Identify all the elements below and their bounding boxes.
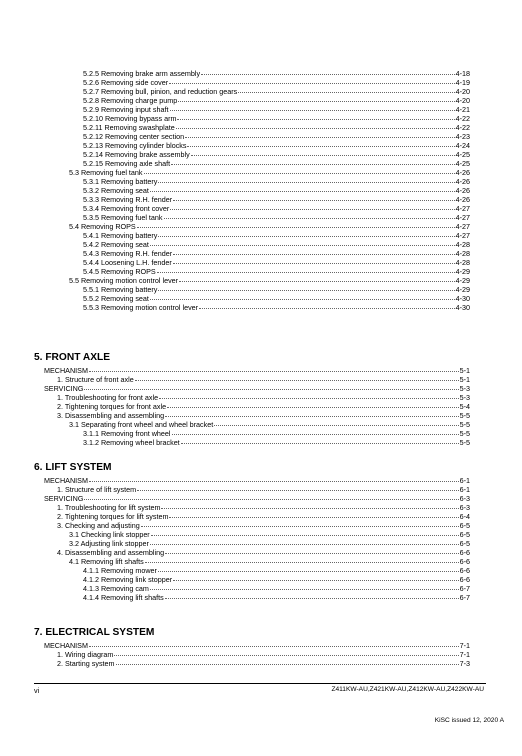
toc-entry-title: 2. Starting system (57, 659, 115, 668)
toc-entry-title: 5.2.6 Removing side cover (83, 78, 169, 87)
dot-leader (169, 77, 455, 84)
dot-leader (170, 203, 454, 210)
toc-entry-page: 4-28 (455, 258, 470, 267)
toc-entry-title: 4.1.1 Removing mower (83, 566, 157, 575)
toc-entry-title: 5.5 Removing motion control lever (69, 276, 179, 285)
toc-entry-title: MECHANISM (44, 641, 88, 650)
toc-entry-title: 1. Troubleshooting for lift system (57, 503, 161, 512)
toc-entry-page: 4-29 (455, 276, 470, 285)
toc-entry-page: 4-22 (455, 114, 470, 123)
toc-entry-page: 6-6 (459, 575, 470, 584)
dot-leader (151, 529, 459, 536)
dot-leader (178, 95, 454, 102)
dot-leader (238, 86, 454, 93)
toc-entry-page: 6-5 (459, 521, 470, 530)
toc-entry-page: 6-5 (459, 539, 470, 548)
toc-entry-page: 4-22 (455, 123, 470, 132)
dot-leader (150, 538, 459, 545)
toc-entry-title: 5.2.12 Removing center section (83, 132, 185, 141)
toc-entry-title: 4.1.4 Removing lift shafts (83, 593, 164, 602)
toc-entry-title: 1. Wiring diagram (57, 650, 114, 659)
footer-model-list: Z411KW-AU,Z421KW-AU,Z412KW-AU,Z422KW-AU (331, 686, 484, 693)
toc-entry-page: 4-20 (455, 96, 470, 105)
toc-entry-title: 1. Troubleshooting for front axle (57, 393, 159, 402)
dot-leader (187, 140, 454, 147)
dot-leader (144, 167, 455, 174)
toc-entry[interactable] (0, 303, 522, 312)
toc-entry-title: 4.1 Removing lift shafts (69, 557, 144, 566)
toc-entry-page: 4-25 (455, 150, 470, 159)
toc-entry-title: 5.2.5 Removing brake arm assembly (83, 69, 201, 78)
toc-entry-page: 4-28 (455, 249, 470, 258)
toc-entry-page: 4-24 (455, 141, 470, 150)
toc-entry-title: 3.1 Checking link stopper (69, 530, 150, 539)
toc-entry-title: 4.1.2 Removing link stopper (83, 575, 173, 584)
toc-entry[interactable] (0, 438, 522, 447)
dot-leader (89, 475, 459, 482)
toc-entry-page: 6-7 (459, 584, 470, 593)
dot-leader (150, 293, 455, 300)
toc-entry-page: 4-27 (455, 231, 470, 240)
toc-entry-page: 5-4 (459, 402, 470, 411)
toc-entry-page: 6-7 (459, 593, 470, 602)
toc-entry-page: 5-3 (459, 384, 470, 393)
toc-entry-page: 4-29 (455, 267, 470, 276)
toc-entry-page: 6-6 (459, 566, 470, 575)
toc-entry-page: 6-1 (459, 485, 470, 494)
toc-entry-page: 4-19 (455, 78, 470, 87)
dot-leader (167, 401, 459, 408)
dot-leader (179, 275, 455, 282)
toc-entry-title: SERVICING (44, 384, 84, 393)
toc-entry-page: 4-20 (455, 87, 470, 96)
dot-leader (158, 230, 454, 237)
dot-leader (172, 428, 459, 435)
dot-leader (116, 658, 459, 665)
toc-entry-page: 4-30 (455, 303, 470, 312)
toc-entry-page: 4-29 (455, 285, 470, 294)
dot-leader (158, 284, 454, 291)
toc-entry-page: 4-26 (455, 195, 470, 204)
toc-entry-page: 4-27 (455, 213, 470, 222)
toc-entry-title: 5.4.5 Removing ROPS (83, 267, 156, 276)
dot-leader (185, 131, 455, 138)
toc-entry-title: 5.4.3 Removing R.H. fender (83, 249, 173, 258)
dot-leader (150, 583, 459, 590)
toc-entry-page: 7-1 (459, 641, 470, 650)
toc-entry-page: 4-28 (455, 240, 470, 249)
toc-entry[interactable] (0, 593, 522, 602)
footer-divider (34, 683, 486, 684)
toc-entry-title: MECHANISM (44, 366, 88, 375)
toc-entry-page: 4-21 (455, 105, 470, 114)
toc-entry-page: 4-18 (455, 69, 470, 78)
dot-leader (173, 574, 459, 581)
dot-leader (165, 547, 459, 554)
dot-leader (157, 266, 455, 273)
toc-entry-title: 5.2.14 Removing brake assembly (83, 150, 190, 159)
toc-entry-title: 5.2.7 Removing bull, pinion, and reduction gears (83, 87, 238, 96)
toc-entry-title: SERVICING (44, 494, 84, 503)
dot-leader (176, 122, 455, 129)
toc-entry-page: 4-23 (455, 132, 470, 141)
dot-leader (169, 511, 458, 518)
toc-entry-title: 2. Tightening torques for lift system (57, 512, 169, 521)
toc-entry-title: 5.4.4 Loosening L.H. fender (83, 258, 172, 267)
toc-entry-title: 5.4.1 Removing battery (83, 231, 158, 240)
toc-entry-page: 6-6 (459, 548, 470, 557)
toc-entry-title: 5.3 Removing fuel tank (69, 168, 143, 177)
toc-entry[interactable] (0, 659, 522, 668)
toc-entry-page: 5-5 (459, 411, 470, 420)
toc-entry-title: 3.1.1 Removing front wheel (83, 429, 171, 438)
toc-entry-page: 6-4 (459, 512, 470, 521)
dot-leader (135, 374, 459, 381)
section-heading-electrical-system: 7. ELECTRICAL SYSTEM (34, 627, 155, 638)
dot-leader (158, 565, 459, 572)
toc-entry-title: 3.1.2 Removing wheel bracket (83, 438, 180, 447)
toc-entry-page: 4-26 (455, 177, 470, 186)
toc-entry-page: 5-3 (459, 393, 470, 402)
dot-leader (158, 176, 454, 183)
toc-entry-page: 4-27 (455, 204, 470, 213)
toc-entry-title: 5.2.13 Removing cylinder blocks (83, 141, 187, 150)
toc-entry-page: 4-26 (455, 186, 470, 195)
issue-note: KiSC issued 12, 2020 A (434, 717, 504, 724)
dot-leader (173, 248, 455, 255)
dot-leader (173, 194, 455, 201)
toc-entry-title: 5.3.2 Removing seat (83, 186, 149, 195)
dot-leader (89, 365, 459, 372)
dot-leader (181, 437, 459, 444)
toc-entry-title: 5.5.1 Removing battery (83, 285, 158, 294)
dot-leader (170, 104, 455, 111)
toc-entry-page: 6-3 (459, 494, 470, 503)
dot-leader (84, 493, 458, 500)
toc-entry-page: 6-3 (459, 503, 470, 512)
dot-leader (214, 419, 458, 426)
toc-entry-page: 4-30 (455, 294, 470, 303)
dot-leader (159, 392, 459, 399)
dot-leader (89, 640, 459, 647)
toc-entry-title: 5.2.10 Removing bypass arm (83, 114, 177, 123)
toc-entry-page: 4-27 (455, 222, 470, 231)
dot-leader (201, 68, 455, 75)
toc-entry-page: 4-25 (455, 159, 470, 168)
toc-entry-title: 1. Structure of front axle (57, 375, 134, 384)
dot-leader (165, 410, 459, 417)
dot-leader (199, 302, 455, 309)
dot-leader (165, 592, 459, 599)
toc-entry-page: 5-5 (459, 420, 470, 429)
toc-entry-title: 5.5.2 Removing seat (83, 294, 149, 303)
toc-entry-page: 4-26 (455, 168, 470, 177)
toc-entry-title: MECHANISM (44, 476, 88, 485)
toc-entry-page: 6-1 (459, 476, 470, 485)
dot-leader (137, 484, 459, 491)
dot-leader (171, 158, 455, 165)
dot-leader (150, 239, 455, 246)
dot-leader (114, 649, 458, 656)
toc-entry-title: 5.5.3 Removing motion control lever (83, 303, 199, 312)
toc-entry-title: 5.3.5 Removing fuel tank (83, 213, 163, 222)
dot-leader (161, 502, 458, 509)
toc-entry-page: 5-5 (459, 429, 470, 438)
toc-entry-page: 6-6 (459, 557, 470, 566)
toc-entry-title: 4.1.3 Removing cam (83, 584, 149, 593)
toc-entry-title: 3.2 Adjusting link stopper (69, 539, 149, 548)
toc-entry-title: 4. Disassembling and assembling (57, 548, 165, 557)
toc-entry-title: 5.2.11 Removing swashplate (83, 123, 175, 132)
dot-leader (141, 520, 459, 527)
toc-entry-title: 5.3.3 Removing R.H. fender (83, 195, 173, 204)
toc-entry-title: 1. Structure of lift system (57, 485, 137, 494)
toc-entry-page: 6-5 (459, 530, 470, 539)
toc-entry-title: 3. Checking and adjusting (57, 521, 140, 530)
toc-entry-title: 3. Disassembling and assembling (57, 411, 165, 420)
dot-leader (173, 257, 455, 264)
toc-entry-title: 5.3.1 Removing battery (83, 177, 158, 186)
toc-entry-page: 5-1 (459, 375, 470, 384)
toc-entry-title: 5.2.8 Removing charge pump (83, 96, 178, 105)
toc-entry-title: 5.4 Removing ROPS (69, 222, 136, 231)
dot-leader (137, 221, 455, 228)
dot-leader (177, 113, 454, 120)
dot-leader (84, 383, 458, 390)
dot-leader (150, 185, 455, 192)
toc-entry-title: 3.1 Separating front wheel and wheel bracket (69, 420, 214, 429)
footer-page-number: vi (34, 686, 40, 695)
dot-leader (145, 556, 459, 563)
dot-leader (191, 149, 455, 156)
toc-entry-page: 7-3 (459, 659, 470, 668)
toc-entry-title: 5.4.2 Removing seat (83, 240, 149, 249)
dot-leader (164, 212, 455, 219)
toc-entry-title: 5.3.4 Removing front cover (83, 204, 170, 213)
toc-entry-title: 2. Tightening torques for front axle (57, 402, 167, 411)
toc-entry-page: 5-1 (459, 366, 470, 375)
section-heading-lift-system: 6. LIFT SYSTEM (34, 462, 112, 473)
toc-entry-page: 5-5 (459, 438, 470, 447)
toc-entry-page: 7-1 (459, 650, 470, 659)
toc-entry-title: 5.2.9 Removing input shaft (83, 105, 169, 114)
section-heading-front-axle: 5. FRONT AXLE (34, 352, 111, 363)
toc-entry-title: 5.2.15 Removing axle shaft (83, 159, 171, 168)
